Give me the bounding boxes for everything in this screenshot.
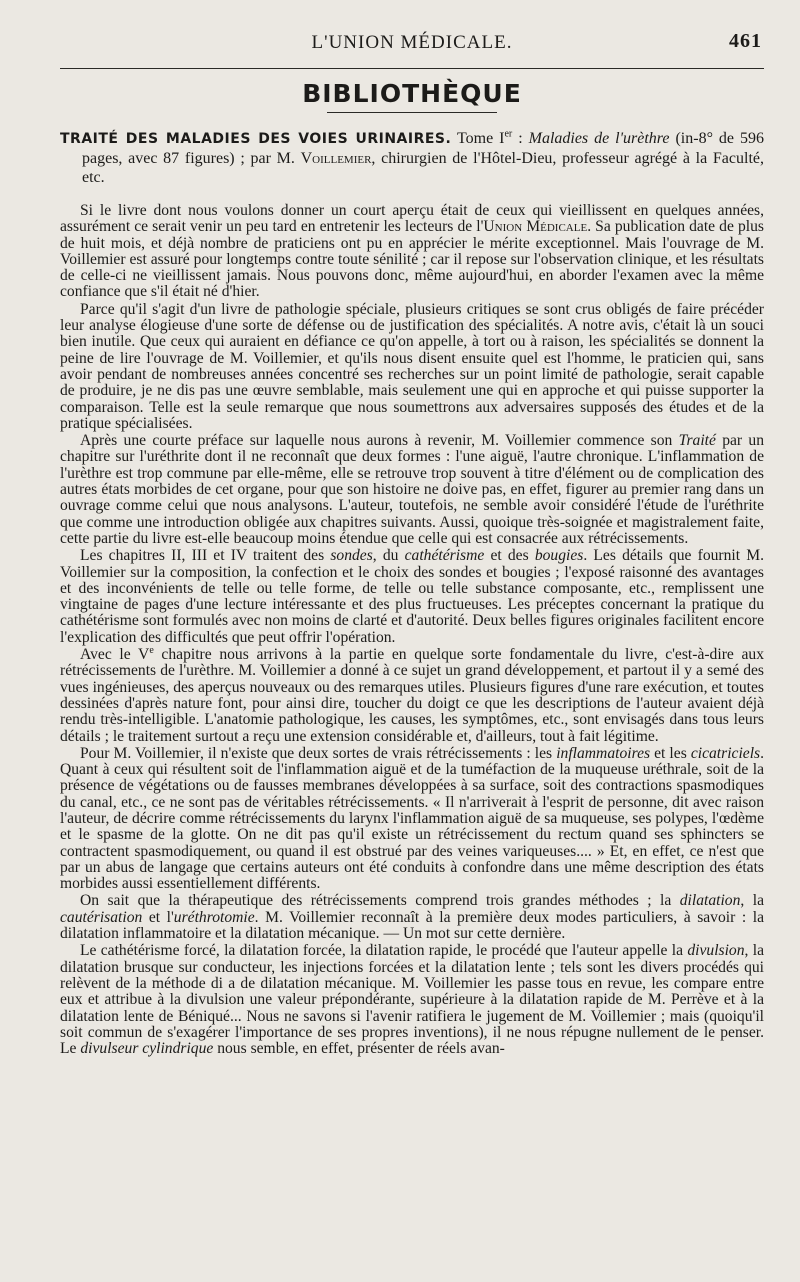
text-run: nous semble, en effet, présenter de réels avan-	[213, 1040, 505, 1058]
text-run: Avec le V	[80, 646, 150, 664]
author-name: Voillemier	[300, 150, 372, 167]
section-title: BIBLIOTHÈQUE	[302, 79, 522, 108]
text-run: , la	[740, 892, 764, 910]
tome-sup: er	[504, 128, 513, 140]
italic-term: cautérisation	[60, 908, 143, 926]
book-details-2: , chirurgien de l'Hôtel-Dieu, professeur agrégé à la Faculté, etc.	[82, 150, 765, 186]
text-run: . Les détails que fournit M. Voillemier sur la composition, la confection et le choix des sondes et bougies ; l'exposé raisonné des avantages et des inconvénients de telle ou telle forme, de telle ou telle substance composante, etc., remplissent une vingtaine de pages d'une lecture intéressante et des plus fructueuses. Les préceptes concernant la pratique du cathétérisme sont formulés avec non moins de clarté et d'autorité. Deux belles figures originales facilitent encore l'explication des difficultés que peut offrir l'opération.	[60, 547, 764, 646]
italic-term: uréthrotomie	[173, 908, 255, 926]
text-run: et l'	[142, 908, 174, 926]
header-rule	[60, 68, 764, 69]
paragraph	[60, 433, 764, 547]
page-number: 461	[729, 30, 762, 52]
paragraph	[60, 943, 764, 1057]
tome-suffix: :	[512, 130, 529, 147]
paragraph	[60, 203, 764, 301]
journal-title: L'UNION MÉDICALE.	[311, 32, 513, 53]
text-run: On sait que la thérapeutique des rétrécissements comprend trois grandes méthodes ; la	[80, 892, 680, 910]
text-run: chapitre nous arrivons à la partie en quelque sorte fondamentale du livre, c'est-à-dire aux rétrécissements de l'urèthre. M. Voillemier a donné à ce sujet un grand développement, et partout il y a semé des vues ingénieuses, des aperçus nouveaux ou des remarques utiles. Plusieurs figures d'une rare exécution, et toutes dessinées d'après nature font, pour ainsi dire, toucher du doigt ce que les descriptions de l'auteur avaient déjà rendu très-intelligible. L'anatomie pathologique, les causes, les symptômes, etc., sont envisagés dans tous leurs détails ; le traitement surtout a reçu une extension considérable et, d'ailleurs, tout à fait légitime.	[60, 646, 764, 745]
tome-prefix: Tome I	[451, 130, 505, 147]
text-run: Le cathétérisme forcé, la dilatation forcée, la dilatation rapide, le procédé que l'auteur appelle la	[80, 942, 688, 960]
text-run: et les	[650, 744, 691, 762]
paragraph: Parce qu'il s'agit d'un livre de pathologie spéciale, plusieurs critiques se sont crus obligés de faire précéder leur analyse élogieuse d'une sorte de défense ou de justification des spécialités. A notre avis, c'était là un souci bien inutile. Que ceux qui auraient en défiance ce qu'on appelle, à tort ou à raison, les spécialités se donnent la peine de lire l'ouvrage de M. Voillemier, et qu'ils nous disent ensuite quel est l'homme, le praticien qui, sans avoir pendant de nombreuses années concentré ses recherches sur un point limité de pathologie, serait capable de produire, je ne dis pas une œuvre semblable, mais seulement une qui en approche et qui puisse supporter la comparaison. Telle est la seule remarque que nous soumettrons aux adversaires supposés des études et de la pratique spécialisées.	[60, 300, 764, 432]
book-title: TRAITÉ DES MALADIES DES VOIES URINAIRES.	[60, 131, 452, 147]
italic-term: divulseur cylindrique	[80, 1040, 214, 1058]
text-run: , la dilatation brusque sur conducteur, les injections forcées et la dilatation lente ; tels sont les divers procédés qui relèvent de la méthode di a de dilatation mécanique. M. Voillemier les passe tous en revue, les compare entre eux et attribue à la divulsion une valeur prépondérante, supérieure à la dilatation rapide de M. Perrève et à la dilatation lente de Béniqué... Nous ne savons si l'avenir ratifiera le jugement de M. Voillemier ; mais (quoiqu'il soit commun de s'exagérer l'importance de ses propres inventions), il ne nous répugne nullement de le penser. Le	[60, 942, 764, 1058]
text-run: Si le livre dont nous voulons donner un court aperçu était de ceux qui vieillissent en quelques années, assurément ce serait venir un peu tard en entretenir les lecteurs de l'	[60, 202, 764, 236]
text-run: , du	[372, 547, 405, 565]
text-run: Les chapitres II, III et IV traitent des	[80, 547, 331, 565]
text-run: . M. Voillemier reconnaît à la première deux modes particuliers, à savoir : la dilatation inflammatoire et la dilatation mécanique. — Un mot sur cette dernière.	[60, 908, 764, 943]
italic-term: inflammatoires	[556, 744, 651, 762]
paragraph	[60, 644, 764, 745]
italic-term: sondes	[330, 547, 373, 565]
italic-term: cicatriciels	[690, 744, 761, 762]
running-header	[60, 30, 764, 64]
text-run: . Sa publication date de plus de huit mois, et déjà nombre de praticiens ont pu en apprécier le mérite exceptionnel. Mais l'ouvrage de M. Voillemier est assuré pour longtemps contre toute sénilité ; car il repose sur l'observation clinique, et les résultats de celle-ci ne vieillissent jamais. Nous pouvons donc, même aujourd'hui, en aborder l'examen avec la même confiance que s'il était né d'hier.	[60, 218, 764, 301]
italic-term: Traité	[678, 432, 716, 450]
italic-term: dilatation	[679, 892, 741, 910]
italic-term: cathétérisme	[404, 547, 485, 565]
text-run: Pour M. Voillemier, il n'existe que deux sortes de vrais rétrécissements : les	[80, 744, 557, 762]
book-subtitle: Maladies de l'urèthre	[528, 130, 670, 147]
article-body	[60, 203, 764, 1057]
paragraph	[60, 893, 764, 942]
paragraph	[60, 746, 764, 893]
text-run: Après une courte préface sur laquelle nous aurons à revenir, M. Voillemier commence son	[80, 432, 679, 450]
section-rule	[327, 112, 497, 113]
journal-name: Union Médicale	[483, 218, 588, 236]
review-heading	[60, 129, 764, 187]
italic-term: bougies	[534, 547, 584, 565]
superscript: e	[149, 644, 154, 656]
text-run: par un chapitre sur l'uréthrite dont il ne reconnaît que deux formes : l'une aiguë, l'autre chronique. L'inflammation de l'urèthre est trop commune par elle-même, elle se retrouve trop souvent à titre d'élément ou de complication des autres états morbides de cet organe, pour que son histoire ne doive pas, en effet, figurer au premier rang dans un ouvrage comme celui que nous analysons. L'auteur, toutefois, ne semble avoir considéré l'étude de l'uréthrite que comme une introduction obligée aux chapitres suivants. Aussi, quoique très-soignée et magistralement faite, cette partie du livre est-elle beaucoup moins étendue que celle qui est consacrée aux rétrécissements.	[60, 432, 764, 547]
text-run: . Quant à ceux qui résultent soit de l'inflammation aiguë et de la tuméfaction de la muqueuse uréthrale, soit de la présence de végétations ou de fausses membranes développées à sa surface, soit des contractions spasmodiques du canal, etc., ce ne sont pas de véritables rétrécissements. « Il n'arriverait à l'esprit de personne, dit avec raison l'auteur, de décrire comme rétrécissements du larynx l'inflammation aiguë de sa muqueuse, ses polypes, l'œdème et le spasme de la glotte. On ne dit pas qu'il existe un rétrécissement du rectum quand ses sphincters se contractent spasmodiquement, ou quand il est obstrué par des veines variqueuses.... » Et, en effet, ce n'est que par un abus de langage que certains auteurs ont été conduits à confondre dans une même description des états morbides aussi essentiellement différents.	[60, 744, 765, 893]
paragraph	[60, 548, 764, 646]
italic-term: divulsion	[687, 942, 745, 960]
text-run: et des	[484, 547, 535, 565]
book-details-1: (in-8° de 596 pages, avec 87 figures) ; par M.	[82, 130, 764, 167]
